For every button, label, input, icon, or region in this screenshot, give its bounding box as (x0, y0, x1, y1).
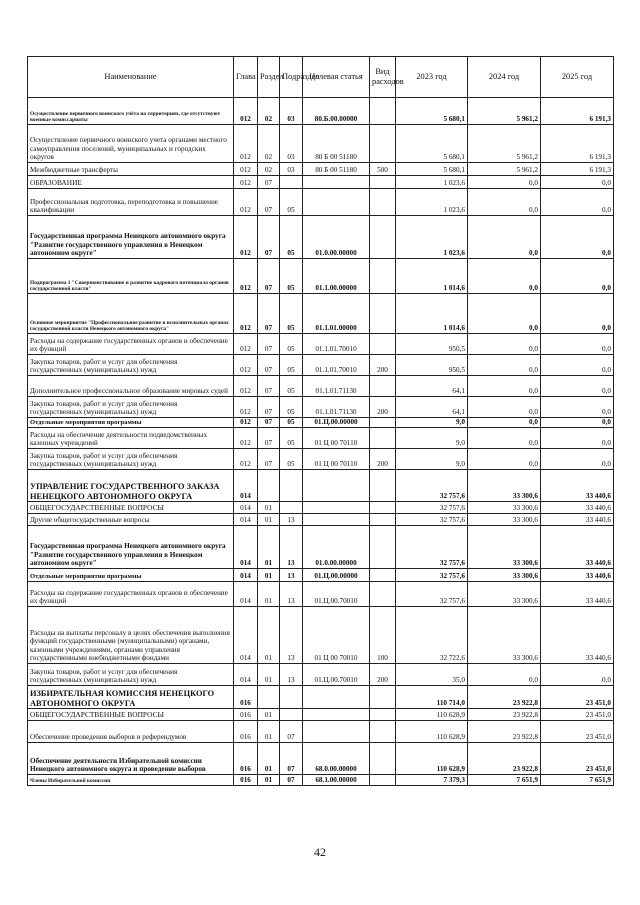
cell-name: Члены Избирательной комиссии (28, 775, 234, 786)
table-row (28, 686, 614, 709)
cell-razdel: 02 (258, 98, 280, 125)
cell-2023: 5 680,1 (396, 163, 468, 176)
cell-2023: 64,1 (396, 397, 468, 418)
table-row (28, 428, 614, 449)
cell-2024: 33 300,6 (468, 607, 541, 664)
table-row (28, 502, 614, 514)
cell-glava: 014 (234, 582, 258, 607)
cell-2025: 0,0 (541, 189, 614, 216)
cell-glava: 012 (234, 294, 258, 334)
cell-razdel (258, 686, 280, 709)
cell-2025: 0,0 (541, 294, 614, 334)
cell-glava: 012 (234, 418, 258, 428)
cell-2025: 6 191,3 (541, 98, 614, 125)
cell-glava: 012 (234, 259, 258, 294)
table-row (28, 526, 614, 569)
cell-razdel: 01 (258, 709, 280, 721)
cell-2025: 0,0 (541, 428, 614, 449)
header-2024: 2024 год (468, 57, 541, 98)
cell-podrazdel: 13 (280, 569, 303, 582)
cell-name: Государственная программа Ненецкого автономного округа "Развитие государственного управления в Ненецком автономном округе" (28, 216, 234, 259)
table-row (28, 98, 614, 125)
cell-2024: 0,0 (468, 418, 541, 428)
cell-2025: 33 440,6 (541, 526, 614, 569)
cell-name: Осуществление первичного воинского учёта на территориях, где отсутствуют военные комиссариаты (28, 98, 234, 125)
cell-2024: 0,0 (468, 428, 541, 449)
cell-podrazdel: 05 (280, 334, 303, 355)
cell-article: 01 Ц 00 70110 (303, 449, 370, 470)
cell-2025: 0,0 (541, 216, 614, 259)
cell-2025: 0,0 (541, 376, 614, 397)
cell-podrazdel: 13 (280, 607, 303, 664)
cell-vid (370, 259, 396, 294)
cell-2025: 0,0 (541, 664, 614, 686)
cell-article: 01.Ц.00.70010 (303, 664, 370, 686)
cell-article: 68.1.00.00000 (303, 775, 370, 786)
cell-glava: 016 (234, 775, 258, 786)
cell-razdel: 07 (258, 216, 280, 259)
cell-glava: 012 (234, 98, 258, 125)
cell-name: Закупка товаров, работ и услуг для обеспечения государственных (муниципальных) нужд (28, 664, 234, 686)
cell-2024: 23 922,8 (468, 743, 541, 775)
table-row (28, 775, 614, 786)
cell-vid: 500 (370, 163, 396, 176)
cell-2023: 7 379,3 (396, 775, 468, 786)
cell-razdel: 07 (258, 189, 280, 216)
cell-article (303, 721, 370, 743)
cell-2023: 9,0 (396, 449, 468, 470)
table-header-row (28, 57, 614, 98)
table-row (28, 664, 614, 686)
cell-vid (370, 294, 396, 334)
cell-2025: 0,0 (541, 334, 614, 355)
table-row (28, 418, 614, 428)
header-vid: Вид расходов (370, 57, 396, 98)
cell-article: 01.Ц.00.00000 (303, 418, 370, 428)
header-glava: Глава (234, 57, 258, 98)
cell-glava: 016 (234, 709, 258, 721)
cell-vid: 200 (370, 355, 396, 376)
cell-name: Расходы на обеспечение деятельности подведомственных казенных учреждений (28, 428, 234, 449)
cell-podrazdel: 05 (280, 259, 303, 294)
cell-2025: 33 440,6 (541, 470, 614, 502)
cell-2023: 1 014,6 (396, 294, 468, 334)
cell-podrazdel (280, 176, 303, 189)
cell-article (303, 189, 370, 216)
cell-vid: 200 (370, 449, 396, 470)
table-row (28, 334, 614, 355)
cell-podrazdel: 03 (280, 98, 303, 125)
cell-2025: 33 440,6 (541, 607, 614, 664)
cell-razdel: 02 (258, 125, 280, 163)
table-row (28, 449, 614, 470)
cell-podrazdel (280, 470, 303, 502)
table-row (28, 569, 614, 582)
cell-article: 01.0.00.00000 (303, 526, 370, 569)
cell-2025: 0,0 (541, 449, 614, 470)
cell-name: Профессиональная подготовка, переподготовка и повышение квалификации (28, 189, 234, 216)
cell-podrazdel: 05 (280, 294, 303, 334)
cell-2025: 23 451,0 (541, 686, 614, 709)
cell-2025: 33 440,6 (541, 582, 614, 607)
cell-2024: 33 300,6 (468, 526, 541, 569)
cell-razdel: 01 (258, 569, 280, 582)
cell-2025: 23 451,0 (541, 743, 614, 775)
table-row (28, 294, 614, 334)
table-row (28, 163, 614, 176)
cell-2024: 33 300,6 (468, 582, 541, 607)
cell-2023: 64,1 (396, 376, 468, 397)
cell-2023: 950,5 (396, 355, 468, 376)
cell-vid: 200 (370, 664, 396, 686)
cell-glava: 014 (234, 526, 258, 569)
cell-article: 80 Б 00 51180 (303, 125, 370, 163)
table-body (28, 98, 614, 786)
cell-2025: 33 440,6 (541, 502, 614, 514)
cell-name: Осуществление первичного воинского учета органами местного самоуправления поселений, муниципальных и городских округов (28, 125, 234, 163)
cell-razdel: 07 (258, 334, 280, 355)
cell-2024: 0,0 (468, 355, 541, 376)
cell-podrazdel (280, 686, 303, 709)
cell-glava: 014 (234, 470, 258, 502)
cell-2024: 5 961,2 (468, 163, 541, 176)
cell-2023: 950,5 (396, 334, 468, 355)
cell-razdel: 01 (258, 502, 280, 514)
cell-2025: 0,0 (541, 418, 614, 428)
cell-glava: 012 (234, 334, 258, 355)
cell-2023: 32 722,6 (396, 607, 468, 664)
cell-name: Государственная программа Ненецкого автономного округа "Развитие государственного управления в Ненецком автономном округе" (28, 526, 234, 569)
cell-glava: 012 (234, 428, 258, 449)
cell-podrazdel: 07 (280, 721, 303, 743)
cell-article: 01.0.00.00000 (303, 216, 370, 259)
cell-2024: 0,0 (468, 189, 541, 216)
cell-podrazdel: 13 (280, 664, 303, 686)
cell-podrazdel: 03 (280, 125, 303, 163)
table-row (28, 376, 614, 397)
cell-podrazdel: 13 (280, 582, 303, 607)
cell-vid (370, 428, 396, 449)
cell-razdel: 07 (258, 418, 280, 428)
cell-article (303, 470, 370, 502)
cell-article: 01 Ц 00 70110 (303, 428, 370, 449)
table-row (28, 721, 614, 743)
cell-podrazdel: 07 (280, 775, 303, 786)
cell-article: 01 Ц 00 70010 (303, 607, 370, 664)
cell-name: Расходы на содержание государственных органов и обеспечение их функций (28, 334, 234, 355)
cell-glava: 012 (234, 189, 258, 216)
cell-2025: 0,0 (541, 259, 614, 294)
cell-vid (370, 470, 396, 502)
cell-2024: 0,0 (468, 216, 541, 259)
cell-podrazdel: 13 (280, 526, 303, 569)
cell-podrazdel (280, 709, 303, 721)
header-2023: 2023 год (396, 57, 468, 98)
cell-name: Дополнительное профессиональное образование мировых судей (28, 376, 234, 397)
table-row (28, 514, 614, 526)
cell-2024: 33 300,6 (468, 470, 541, 502)
cell-2024: 23 922,8 (468, 721, 541, 743)
cell-2024: 0,0 (468, 376, 541, 397)
page-number: 42 (314, 845, 326, 859)
header-razdel: Раздел (258, 57, 280, 98)
cell-2024: 0,0 (468, 449, 541, 470)
cell-name: ОБЩЕГОСУДАРСТВЕННЫЕ ВОПРОСЫ (28, 709, 234, 721)
cell-name: Расходы на выплаты персоналу в целях обеспечения выполнения функций государственными (муниципальными) органами, казенными учреждениями, органами управления государственными внебюджетными фондами (28, 607, 234, 664)
cell-glava: 014 (234, 569, 258, 582)
cell-glava: 016 (234, 743, 258, 775)
cell-razdel: 07 (258, 449, 280, 470)
cell-razdel: 01 (258, 743, 280, 775)
cell-vid (370, 376, 396, 397)
header-podrazdel: Подраздел (280, 57, 303, 98)
cell-podrazdel: 05 (280, 428, 303, 449)
table-row (28, 216, 614, 259)
cell-razdel: 02 (258, 163, 280, 176)
cell-glava: 014 (234, 502, 258, 514)
cell-podrazdel: 05 (280, 216, 303, 259)
cell-vid (370, 526, 396, 569)
cell-2024: 5 961,2 (468, 125, 541, 163)
cell-glava: 012 (234, 125, 258, 163)
cell-2024: 5 961,2 (468, 98, 541, 125)
cell-2023: 32 757,6 (396, 526, 468, 569)
cell-name: Обеспечение деятельности Избирательной комиссии Ненецкого автономного округа и проведение выборов (28, 743, 234, 775)
table-row (28, 470, 614, 502)
cell-article: 80.Б.00.00000 (303, 98, 370, 125)
header-name: Наименование (28, 57, 234, 98)
cell-glava: 016 (234, 721, 258, 743)
cell-2024: 0,0 (468, 294, 541, 334)
cell-vid: 200 (370, 397, 396, 418)
cell-glava: 014 (234, 514, 258, 526)
cell-name: ОБРАЗОВАНИЕ (28, 176, 234, 189)
cell-podrazdel: 05 (280, 418, 303, 428)
cell-vid (370, 98, 396, 125)
cell-2025: 6 191,3 (541, 163, 614, 176)
cell-name: ОБЩЕГОСУДАРСТВЕННЫЕ ВОПРОСЫ (28, 502, 234, 514)
cell-2024: 0,0 (468, 259, 541, 294)
cell-razdel: 07 (258, 294, 280, 334)
cell-vid (370, 743, 396, 775)
table-row (28, 709, 614, 721)
cell-name: Основное мероприятие "Профессиональное развитие в исполнительных органах государственной власти Ненецкого автономного округа" (28, 294, 234, 334)
cell-2023: 5 680,1 (396, 125, 468, 163)
table-row (28, 189, 614, 216)
cell-glava: 012 (234, 355, 258, 376)
cell-vid (370, 418, 396, 428)
cell-2023: 32 757,6 (396, 582, 468, 607)
cell-2023: 110 714,0 (396, 686, 468, 709)
cell-name: Закупка товаров, работ и услуг для обеспечения государственных (муниципальных) нужд (28, 397, 234, 418)
cell-vid (370, 775, 396, 786)
cell-2025: 33 440,6 (541, 514, 614, 526)
cell-podrazdel: 05 (280, 355, 303, 376)
cell-article: 01.1.00.00000 (303, 259, 370, 294)
cell-podrazdel: 07 (280, 743, 303, 775)
cell-vid (370, 125, 396, 163)
cell-2025: 23 451,0 (541, 709, 614, 721)
cell-2023: 35,0 (396, 664, 468, 686)
cell-name: Другие общегосударственные вопросы (28, 514, 234, 526)
cell-razdel: 01 (258, 582, 280, 607)
table-row (28, 397, 614, 418)
cell-vid (370, 686, 396, 709)
cell-article (303, 176, 370, 189)
cell-article: 80 Б 00 51180 (303, 163, 370, 176)
cell-2023: 110 628,9 (396, 743, 468, 775)
budget-table (27, 56, 614, 786)
cell-vid (370, 189, 396, 216)
cell-article: 01.1.01.71130 (303, 376, 370, 397)
cell-name: Подпрограмма 1 "Совершенствование и развитие кадрового потенциала органов государственной власти" (28, 259, 234, 294)
cell-2024: 0,0 (468, 176, 541, 189)
cell-glava: 012 (234, 449, 258, 470)
cell-2023: 1 014,6 (396, 259, 468, 294)
cell-glava: 014 (234, 664, 258, 686)
cell-2024: 0,0 (468, 334, 541, 355)
cell-vid (370, 582, 396, 607)
cell-2024: 33 300,6 (468, 514, 541, 526)
cell-2025: 23 451,0 (541, 721, 614, 743)
cell-vid (370, 216, 396, 259)
cell-vid (370, 502, 396, 514)
cell-article: 68.0.00.00000 (303, 743, 370, 775)
cell-razdel: 07 (258, 428, 280, 449)
cell-vid (370, 709, 396, 721)
cell-article: 01.1.01.70010 (303, 355, 370, 376)
cell-name: Отдельные мероприятия программы (28, 569, 234, 582)
table-row (28, 176, 614, 189)
cell-2023: 9,0 (396, 418, 468, 428)
header-2025: 2025 год (541, 57, 614, 98)
cell-razdel: 01 (258, 664, 280, 686)
cell-2024: 23 922,8 (468, 709, 541, 721)
cell-podrazdel: 03 (280, 163, 303, 176)
table-row (28, 259, 614, 294)
cell-glava: 012 (234, 176, 258, 189)
cell-name: Отдельные мероприятия программы (28, 418, 234, 428)
cell-glava: 012 (234, 216, 258, 259)
cell-article (303, 514, 370, 526)
cell-2025: 33 440,6 (541, 569, 614, 582)
cell-2023: 32 757,6 (396, 502, 468, 514)
cell-2024: 33 300,6 (468, 502, 541, 514)
cell-razdel: 07 (258, 355, 280, 376)
cell-2023: 5 680,1 (396, 98, 468, 125)
cell-2023: 32 757,6 (396, 470, 468, 502)
cell-2024: 33 300,6 (468, 569, 541, 582)
cell-vid (370, 176, 396, 189)
cell-2023: 9,0 (396, 428, 468, 449)
cell-glava: 012 (234, 163, 258, 176)
cell-glava: 012 (234, 376, 258, 397)
cell-article: 01.Ц.00.00000 (303, 569, 370, 582)
cell-razdel: 01 (258, 607, 280, 664)
cell-name: Межбюджетные трансферты (28, 163, 234, 176)
cell-2023: 32 757,6 (396, 514, 468, 526)
cell-name: УПРАВЛЕНИЕ ГОСУДАРСТВЕННОГО ЗАКАЗА НЕНЕЦКОГО АВТОНОМНОГО ОКРУГА (28, 470, 234, 502)
cell-podrazdel: 05 (280, 397, 303, 418)
cell-2025: 6 191,3 (541, 125, 614, 163)
cell-name: ИЗБИРАТЕЛЬНАЯ КОМИССИЯ НЕНЕЦКОГО АВТОНОМНОГО ОКРУГА (28, 686, 234, 709)
cell-razdel: 01 (258, 775, 280, 786)
cell-2023: 110 628,9 (396, 721, 468, 743)
table-row (28, 582, 614, 607)
cell-glava: 012 (234, 397, 258, 418)
cell-razdel: 07 (258, 397, 280, 418)
cell-article: 01.1.01.00000 (303, 294, 370, 334)
cell-razdel: 07 (258, 376, 280, 397)
cell-podrazdel: 05 (280, 189, 303, 216)
cell-article (303, 502, 370, 514)
cell-name: Обеспечение проведения выборов и референдумов (28, 721, 234, 743)
cell-2025: 0,0 (541, 397, 614, 418)
cell-vid: 100 (370, 607, 396, 664)
cell-2024: 0,0 (468, 397, 541, 418)
cell-2025: 7 651,9 (541, 775, 614, 786)
cell-glava: 016 (234, 686, 258, 709)
cell-name: Закупка товаров, работ и услуг для обеспечения государственных (муниципальных) нужд (28, 355, 234, 376)
cell-2025: 0,0 (541, 355, 614, 376)
table-row (28, 125, 614, 163)
cell-razdel: 01 (258, 514, 280, 526)
cell-razdel: 01 (258, 721, 280, 743)
cell-podrazdel: 13 (280, 514, 303, 526)
cell-2023: 1 023,6 (396, 176, 468, 189)
cell-2024: 23 922,8 (468, 686, 541, 709)
cell-vid (370, 569, 396, 582)
cell-2023: 1 023,6 (396, 189, 468, 216)
cell-2025: 0,0 (541, 176, 614, 189)
cell-2024: 0,0 (468, 664, 541, 686)
table-row (28, 743, 614, 775)
table-row (28, 607, 614, 664)
cell-razdel: 01 (258, 526, 280, 569)
cell-vid (370, 514, 396, 526)
cell-2023: 32 757,6 (396, 569, 468, 582)
cell-podrazdel (280, 502, 303, 514)
cell-razdel: 07 (258, 259, 280, 294)
cell-razdel (258, 470, 280, 502)
cell-2024: 7 651,9 (468, 775, 541, 786)
cell-vid (370, 334, 396, 355)
cell-article (303, 709, 370, 721)
cell-article: 01.1.01.70010 (303, 334, 370, 355)
cell-2023: 110 628,9 (396, 709, 468, 721)
cell-name: Закупка товаров, работ и услуг для обеспечения государственных (муниципальных) нужд (28, 449, 234, 470)
table-row (28, 355, 614, 376)
cell-2023: 1 023,6 (396, 216, 468, 259)
cell-article: 01.Ц.00.70010 (303, 582, 370, 607)
cell-name: Расходы на содержание государственных органов и обеспечение их функций (28, 582, 234, 607)
cell-podrazdel: 05 (280, 376, 303, 397)
cell-podrazdel: 05 (280, 449, 303, 470)
cell-vid (370, 721, 396, 743)
cell-article: 01.1.01.71130 (303, 397, 370, 418)
header-article: Целевая статья (303, 57, 370, 98)
cell-glava: 014 (234, 607, 258, 664)
cell-razdel: 07 (258, 176, 280, 189)
cell-article (303, 686, 370, 709)
